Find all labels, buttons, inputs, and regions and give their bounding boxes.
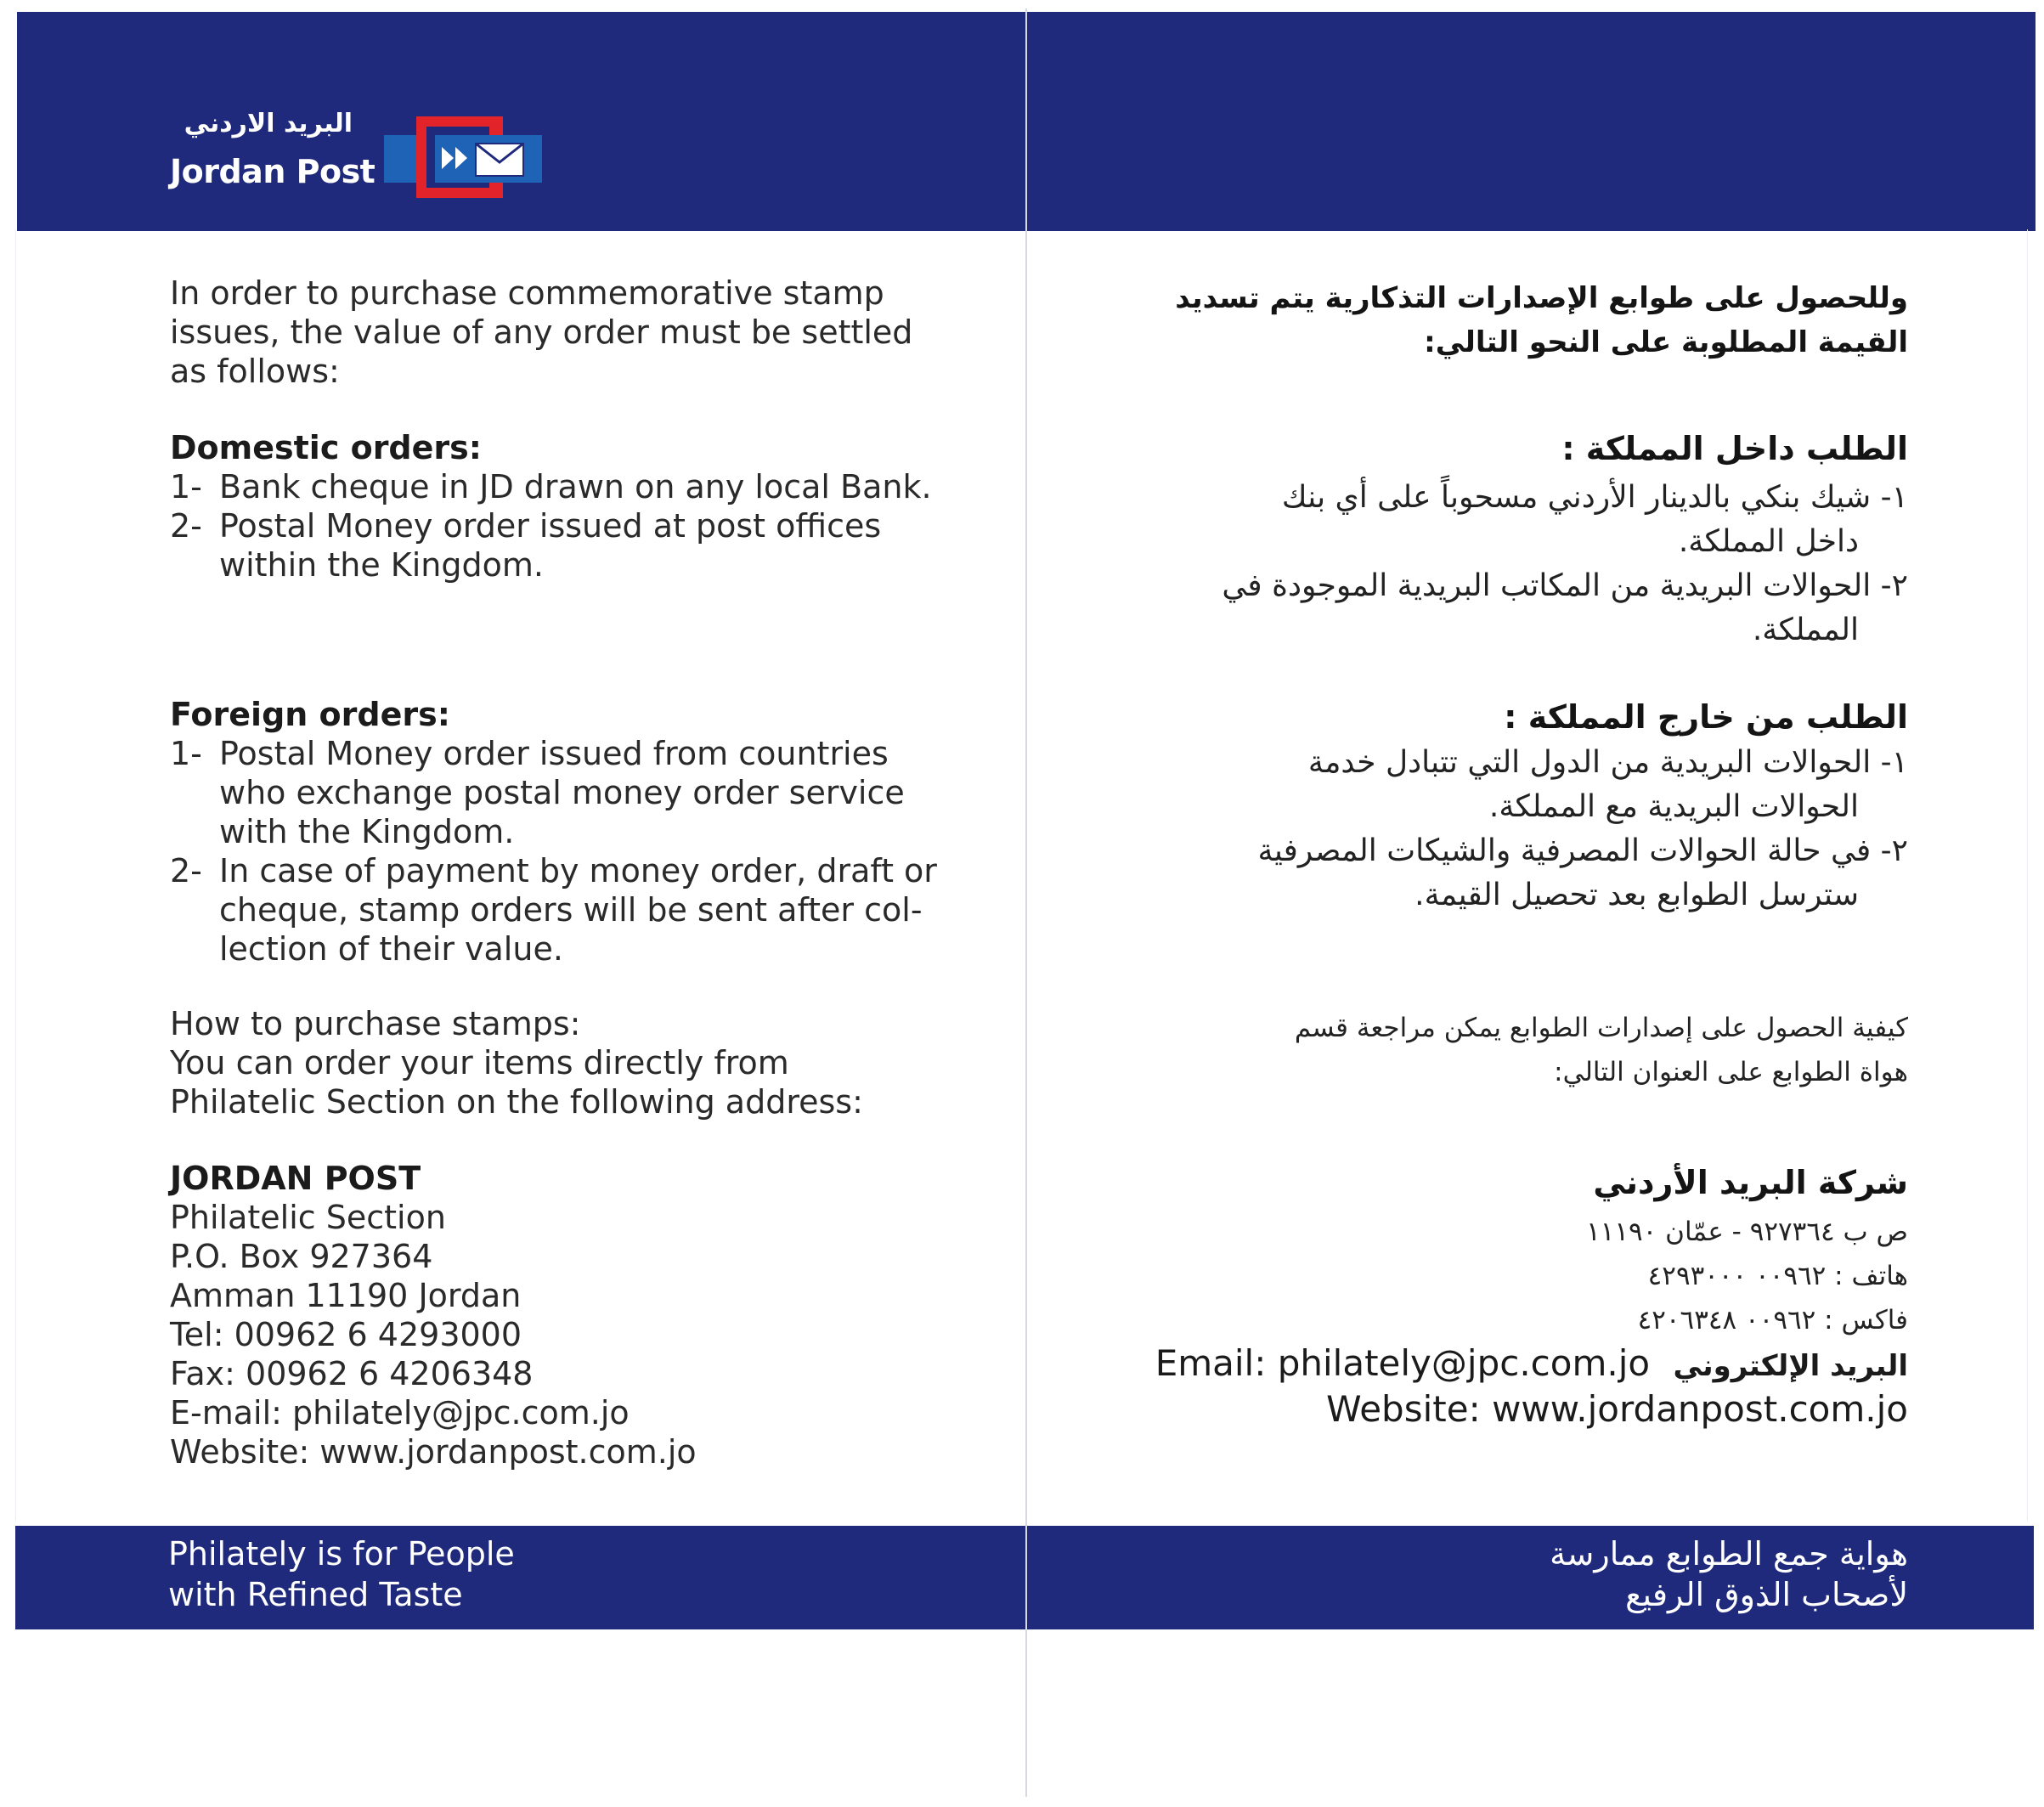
arabic-address-block: ص ب ٩٢٧٣٦٤ - عمّان ١١١٩٠ هاتف : ٠٠٩٦٢ ٤٢٩٣٠٠٠ فاكس : ٠٠٩٦٢ ٤٢٠٦٣٤٨	[1586, 1217, 1908, 1335]
arabic-domestic-list: ١- شيك بنكي بالدينار الأردني مسحوباً على أي بنك داخل المملكة. ٢- الحوالات البريدية من المكاتب البريدية الموجودة في المملكة.	[1222, 480, 1908, 647]
website-link[interactable]: Website: www.jordanpost.com.jo	[170, 1433, 697, 1471]
arabic-foreign-heading: الطلب من خارج المملكة :	[1504, 698, 1908, 736]
email-link[interactable]: Email: philately@jpc.com.jo	[1155, 1342, 1651, 1384]
logo-english-text: Jordan Post	[170, 153, 375, 190]
footer-slogan-arabic: هواية جمع الطوابع ممارسة لأصحاب الذوق الرفيع	[1550, 1535, 1908, 1613]
address-heading: JORDAN POST	[170, 1160, 421, 1197]
email-link[interactable]: E-mail: philately@jpc.com.jo	[170, 1394, 630, 1431]
arabic-intro: وللحصول على طوابع الإصدارات التذكارية يتم تسديد القيمة المطلوبة على النحو التالي:	[1175, 281, 1908, 359]
list-item: 1- Bank cheque in JD drawn on any local Bank.	[170, 468, 932, 505]
domestic-orders-heading: Domestic orders:	[170, 429, 482, 466]
list-item: 2- Postal Money order issued at post offices within the Kingdom.	[170, 507, 882, 584]
foreign-orders-heading: Foreign orders:	[170, 696, 450, 733]
arabic-domestic-heading: الطلب داخل المملكة :	[1561, 430, 1908, 467]
arabic-how-to: كيفية الحصول على إصدارات الطوابع يمكن مراجعة قسم هواة الطوابع على العنوان التالي:	[1294, 1013, 1908, 1087]
arabic-foreign-list: ١- الحوالات البريدية من الدول التي تتبادل خدمة الحوالات البريدية مع المملكة. ٢- في حالة الحوالات المصرفية والشيكات المصرفية سترسل الطوابع بعد تحصيل القيمة.	[1257, 745, 1908, 912]
arabic-email-row	[1155, 1341, 1908, 1389]
how-to-purchase: How to purchase stamps: You can order your items directly from Philatelic Section on the following address:	[170, 1005, 863, 1121]
right-edge	[2027, 229, 2028, 1521]
domestic-orders-list	[170, 467, 932, 584]
page-fold	[1025, 8, 1027, 1797]
email-label-arabic: البريد الإلكتروني	[1673, 1349, 1908, 1383]
list-item: 1- Postal Money order issued from countries who exchange postal money order service with the Kingdom.	[170, 735, 905, 850]
footer-slogan-english: Philately is for People with Refined Taste	[168, 1535, 515, 1613]
address-block: Philatelic Section P.O. Box 927364 Amman 11190 Jordan Tel: 00962 6 4293000 Fax: 00962 6 4206348 E-mail: philately@jpc.com.jo Website: www.jordanpost.com.jo	[170, 1199, 697, 1471]
list-item: 2- In case of payment by money order, draft or cheque, stamp orders will be sent after col- lection of their value.	[170, 852, 937, 968]
logo-arabic-text: البريد الاردني	[184, 109, 353, 138]
jordan-post-logo-icon	[382, 113, 544, 200]
foreign-orders-list	[170, 734, 937, 968]
arabic-company-name: شركة البريد الأردني	[1593, 1164, 1908, 1201]
website-link[interactable]: Website: www.jordanpost.com.jo	[1326, 1388, 1908, 1430]
english-intro: In order to purchase commemorative stamp issues, the value of any order must be settled as follows:	[170, 274, 913, 390]
left-edge	[15, 229, 16, 1521]
